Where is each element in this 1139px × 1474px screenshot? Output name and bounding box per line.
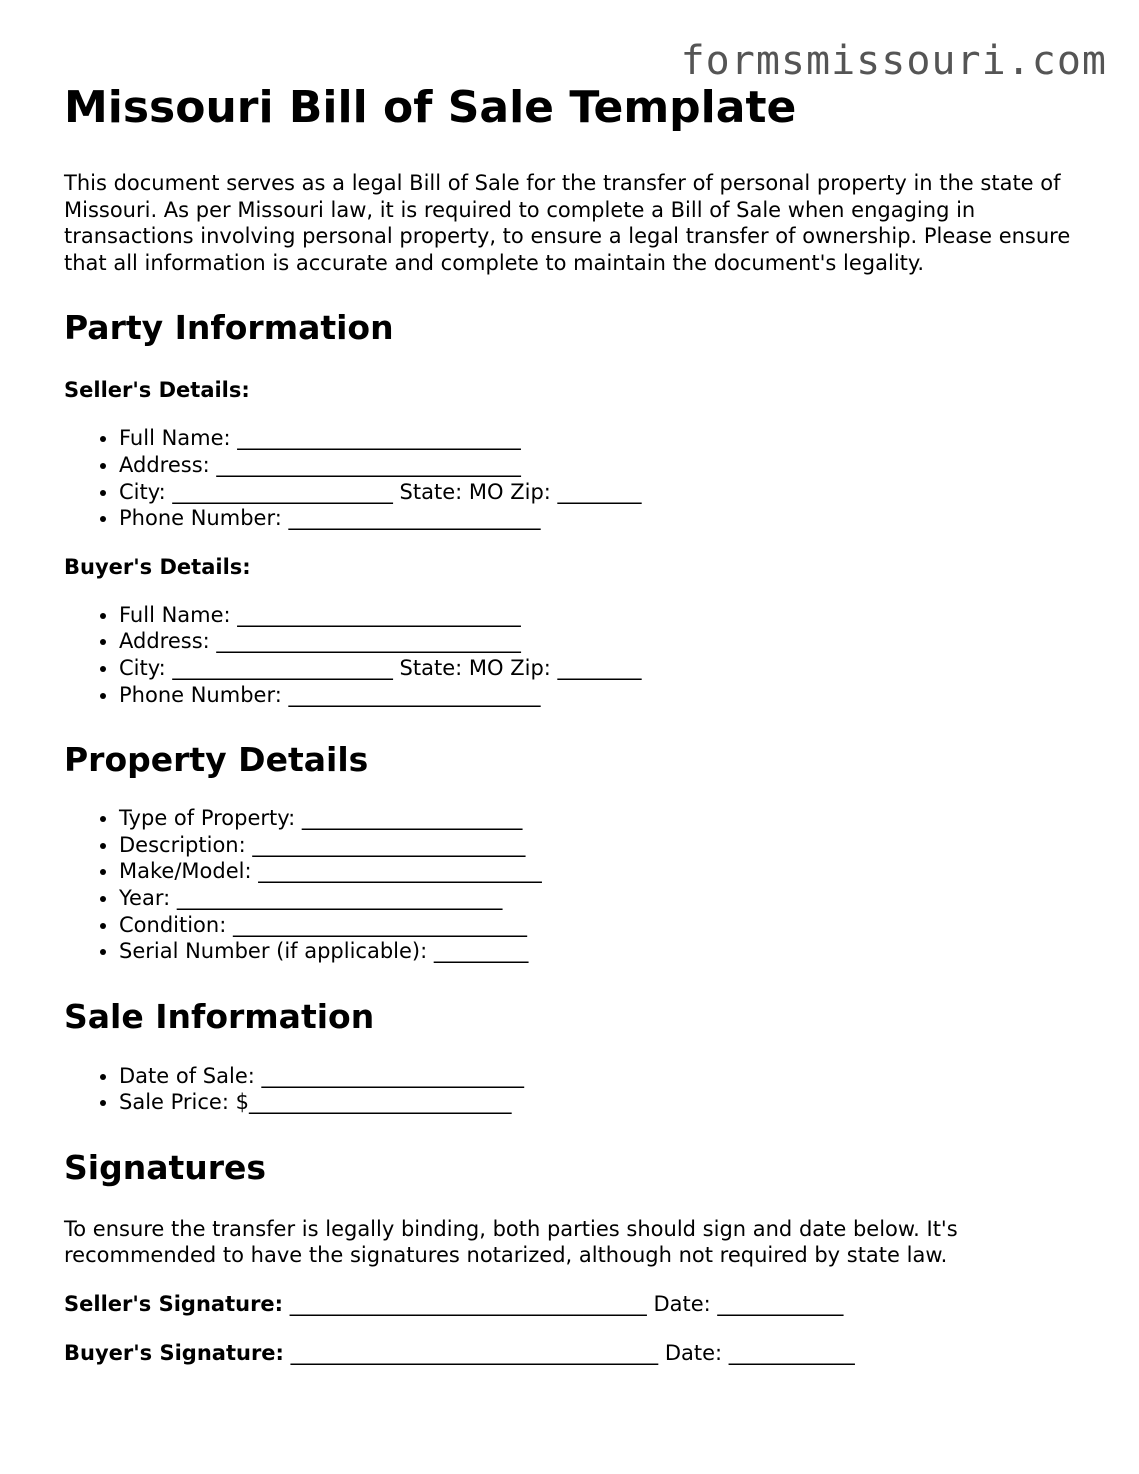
property-details-list bbox=[64, 805, 1074, 965]
buyer-details-heading: Buyer's Details: bbox=[64, 554, 251, 579]
seller-signature-label: Seller's Signature: bbox=[64, 1292, 284, 1317]
sale-heading: Sale Information bbox=[64, 996, 375, 1036]
list-item: • Description: __________________________ bbox=[119, 832, 1074, 859]
list-item: • Date of Sale: _________________________ bbox=[119, 1063, 1074, 1090]
buyer-signature-line bbox=[64, 1340, 1074, 1366]
list-item: • Sale Price: $_________________________ bbox=[119, 1089, 1074, 1116]
seller-details-list bbox=[64, 425, 1074, 531]
list-item: • Phone Number: ________________________ bbox=[119, 682, 1074, 709]
property-heading: Property Details bbox=[64, 740, 369, 780]
list-item: • Address: _____________________________ bbox=[119, 452, 1074, 479]
list-item: • Type of Property: _____________________ bbox=[119, 805, 1074, 832]
list-item: • Full Name: ___________________________ bbox=[119, 425, 1074, 452]
seller-signature-blank: __________________________________ Date: ____________ bbox=[289, 1292, 844, 1317]
party-heading: Party Information bbox=[64, 308, 394, 348]
page-title: Missouri Bill of Sale Template bbox=[64, 82, 797, 133]
document-page bbox=[64, 80, 1074, 1366]
buyer-signature-label: Buyer's Signature: bbox=[64, 1341, 284, 1366]
seller-details-heading: Seller's Details: bbox=[64, 378, 250, 403]
list-item: • Make/Model: ___________________________ bbox=[119, 858, 1074, 885]
sale-details-list bbox=[64, 1063, 1074, 1116]
list-item: • City: _____________________ State: MO Zip: ________ bbox=[119, 479, 1074, 506]
list-item: • Phone Number: ________________________ bbox=[119, 505, 1074, 532]
buyer-details-list bbox=[64, 602, 1074, 708]
buyer-signature-blank: ___________________________________ Date: ____________ bbox=[290, 1341, 855, 1366]
list-item: • Year: _______________________________ bbox=[119, 885, 1074, 912]
list-item: • Condition: ____________________________ bbox=[119, 912, 1074, 939]
list-item: • Address: _____________________________ bbox=[119, 628, 1074, 655]
watermark: formsmissouri.com bbox=[680, 38, 1107, 84]
list-item: • City: _____________________ State: MO Zip: ________ bbox=[119, 655, 1074, 682]
seller-signature-line bbox=[64, 1291, 1074, 1317]
list-item: • Serial Number (if applicable): _________ bbox=[119, 938, 1074, 965]
intro-paragraph: This document serves as a legal Bill of Sale for the transfer of personal property in the state of Missouri. As per Missouri law, it is required to complete a Bill of Sale when engaging in transactions involving personal property, to ensure a legal transfer of ownership. Please ensure that all information is accurate and complete to maintain the document's legality. bbox=[64, 171, 1071, 275]
list-item: • Full Name: ___________________________ bbox=[119, 602, 1074, 629]
signatures-note: To ensure the transfer is legally binding, both parties should sign and date below. It's recommended to have the signatures notarized, although not required by state law. bbox=[64, 1216, 958, 1268]
signatures-heading: Signatures bbox=[64, 1147, 267, 1187]
